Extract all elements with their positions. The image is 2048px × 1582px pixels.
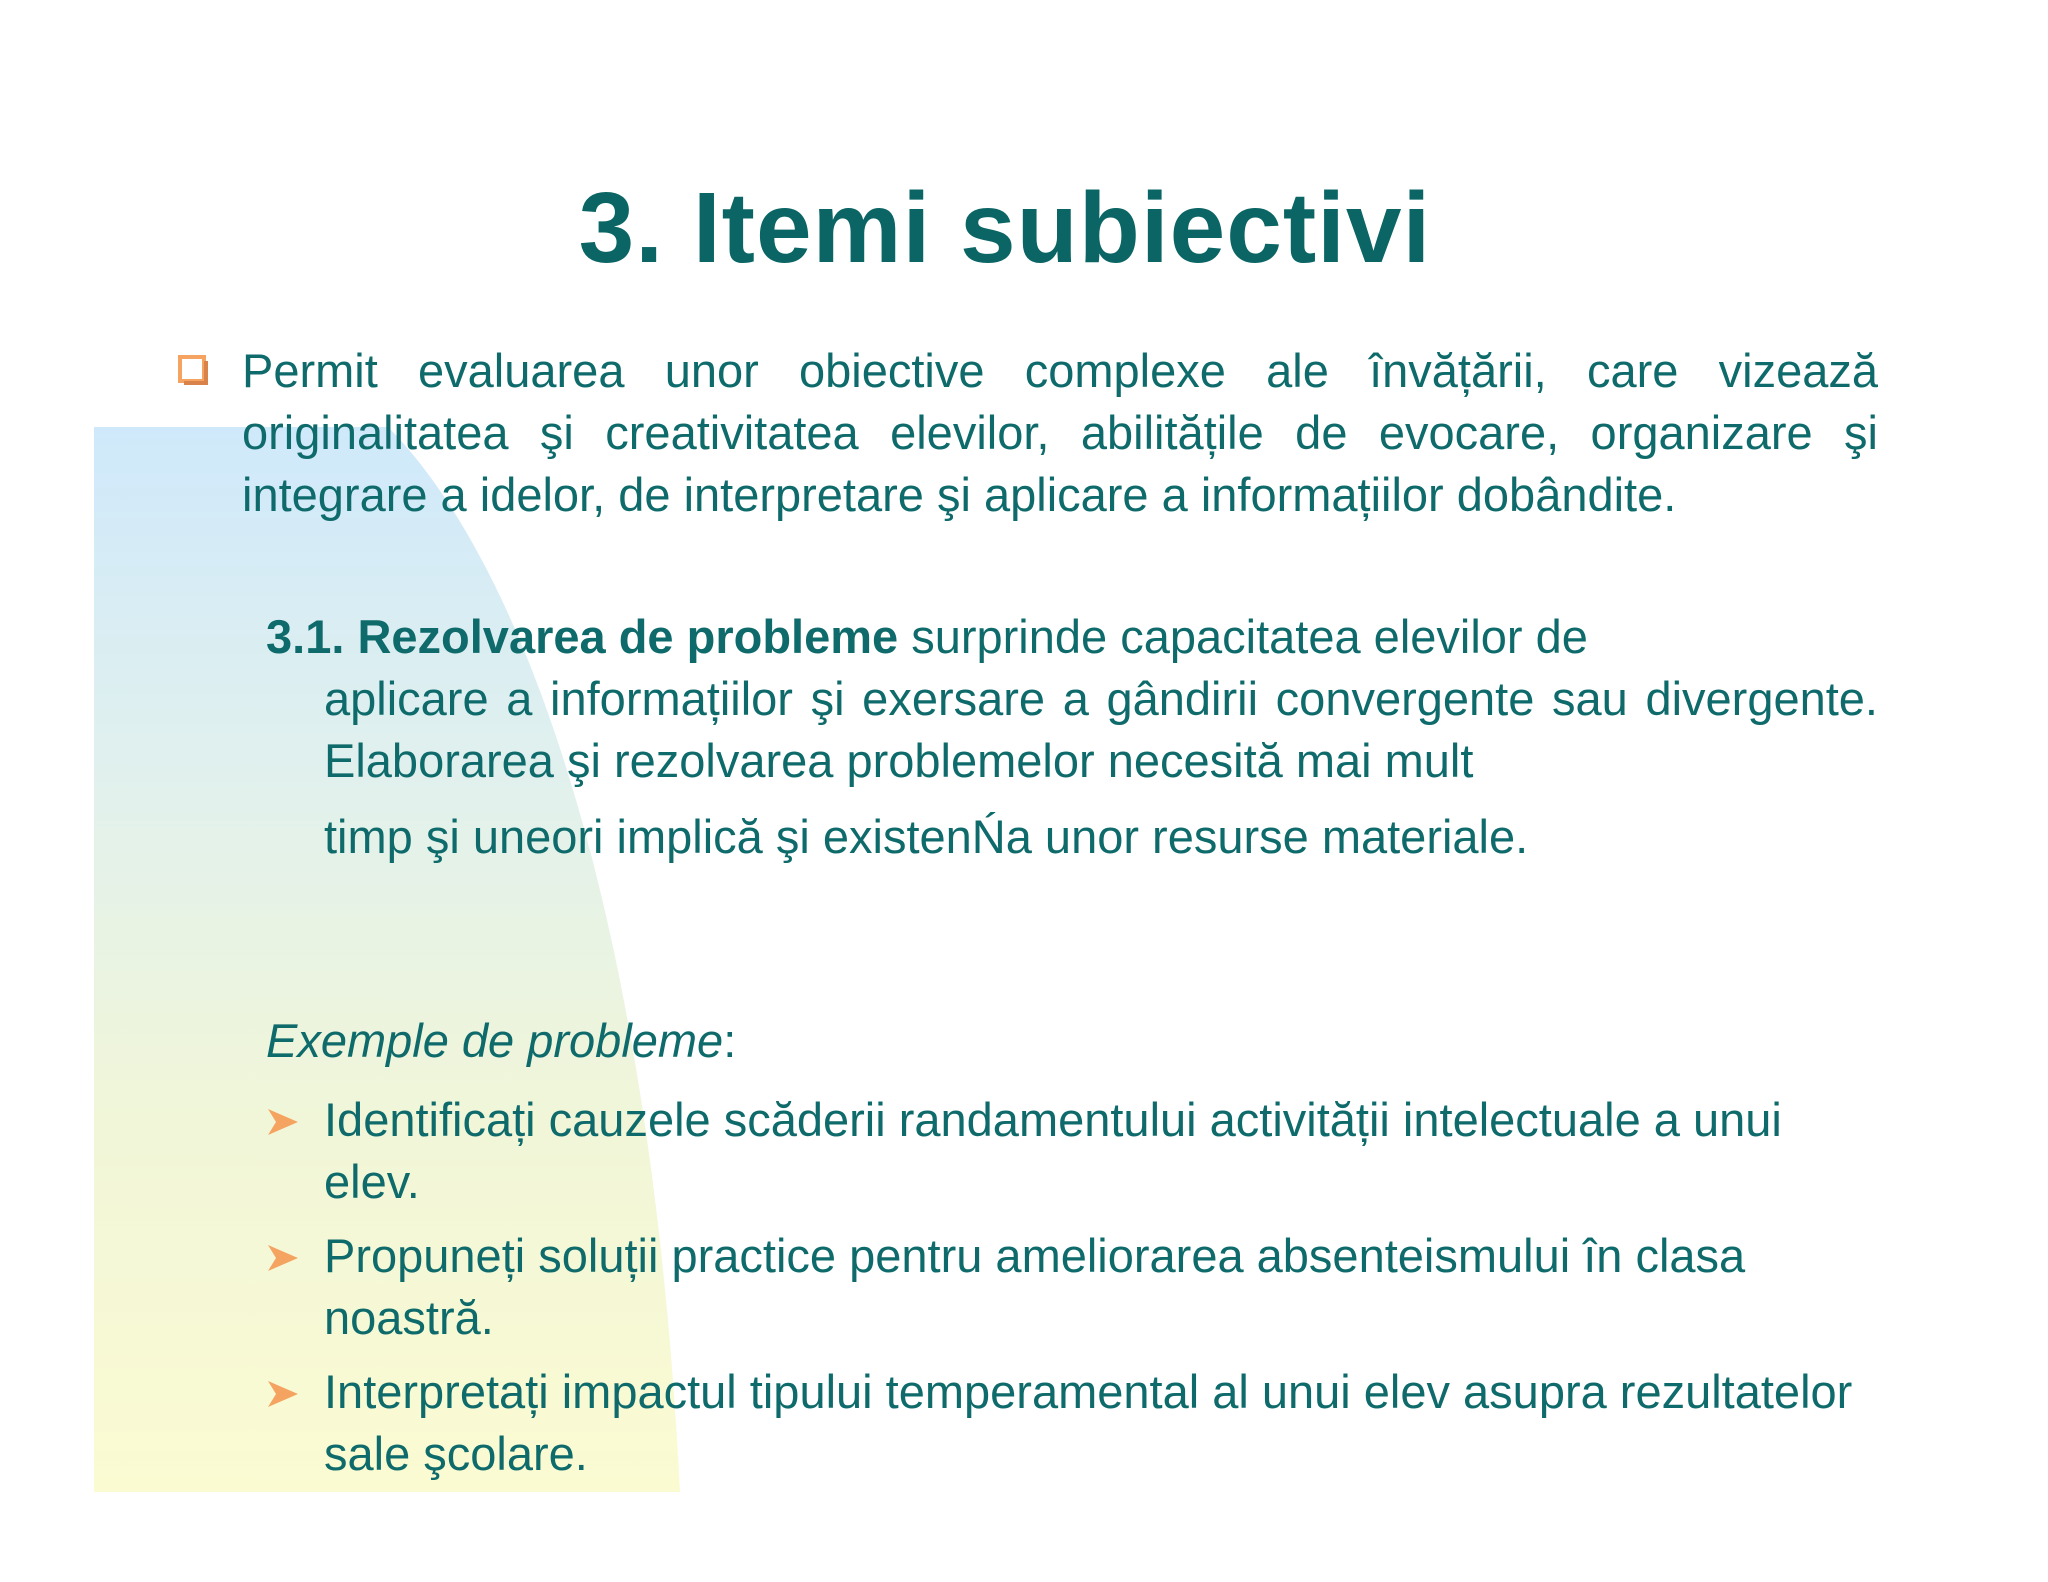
arrowhead-bullet-icon	[266, 1379, 300, 1409]
section-3-1	[266, 606, 1878, 868]
section-heading: 3.1. Rezolvarea de probleme	[266, 610, 899, 663]
section-text-first: surprinde capacitatea elevilor de	[898, 610, 1588, 663]
arrowhead-bullet-icon	[266, 1243, 300, 1273]
example-item-text: Interpretați impactul tipului temperamental al unui elev asupra rezultatelor sale şcolare.	[324, 1365, 1853, 1480]
section-text-continued: aplicare a informațiilor şi exersare a gândirii convergente sau divergente. Elaborarea şi rezolvarea problemelor necesită mai mult	[324, 672, 1878, 787]
intro-paragraph: Permit evaluarea unor obiective complexe ale învățării, care vizează originalitatea şi creativitatea elevilor, abilitățile de evocare, organizare şi integrare a idelor, de interpretare şi aplicare a informațiilor dobândite.	[242, 344, 1878, 521]
example-item-text: Propuneți soluții practice pentru ameliorarea absenteismului în clasa noastră.	[324, 1229, 1746, 1344]
examples-heading-colon: :	[723, 1014, 737, 1067]
section-text-last: timp şi uneori implică şi existenŃa unor resurse materiale.	[324, 810, 1529, 863]
slide-title: 3. Itemi subiectivi	[578, 172, 1432, 284]
hollow-square-bullet-icon	[178, 355, 208, 385]
examples-heading-text: Exemple de probleme	[266, 1014, 724, 1067]
example-item	[266, 1361, 1878, 1485]
example-item	[266, 1089, 1878, 1213]
arrowhead-bullet-icon	[266, 1107, 300, 1137]
example-item-text: Identificați cauzele scăderii randamentului activității intelectuale a unui elev.	[324, 1093, 1782, 1208]
example-item	[266, 1225, 1878, 1349]
examples-heading	[266, 1010, 736, 1072]
